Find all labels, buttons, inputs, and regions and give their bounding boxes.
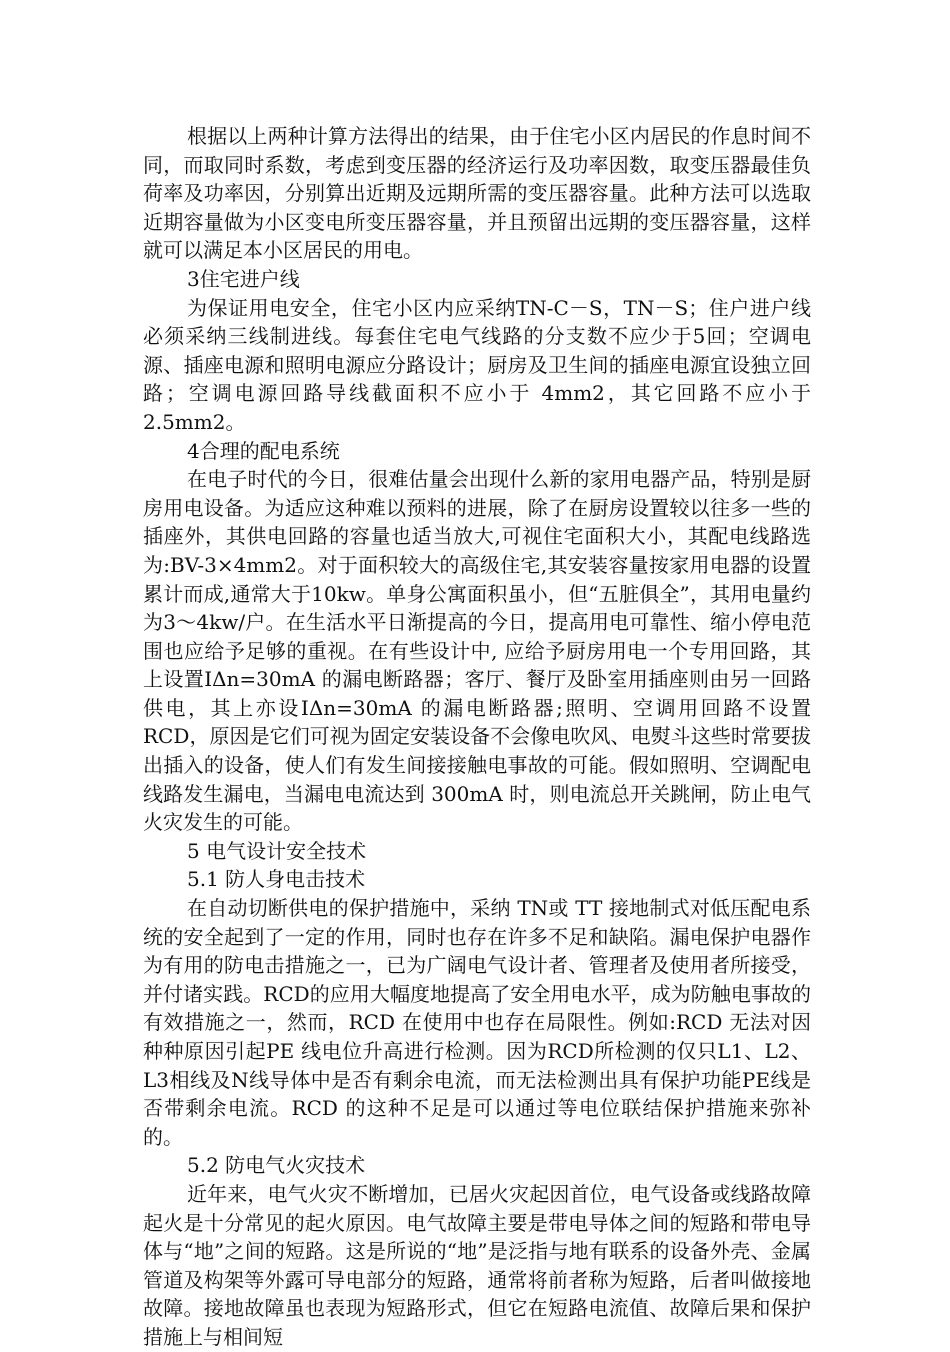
document-body [143,122,811,1352]
heading-distribution-system: 4合理的配电系统 [187,438,340,463]
paragraph-transformer-capacity: 根据以上两种计算方法得出的结果，由于住宅小区内居民的作息时间不同，而取同时系数，考虑到变压器的经济运行及功率因数，取变压器最佳负荷率及功率因，分别算出近期及远期所需的变压器容量。此种方法可以选取近期容量做为小区变电所变压器容量，并且预留出远期的变压器容量，这样就可以满足本小区居民的用电。 [143,124,811,263]
heading-fire-protection: 5.2 防电气火灾技术 [187,1153,366,1178]
heading-residential-service-line: 3住宅进户线 [187,266,300,291]
paragraph-service-line: 为保证用电安全，住宅小区内应采纳TN-C－S，TN－S；住户进户线必须采纳三线制进线。每套住宅电气线路的分支数不应少于5回；空调电源、插座电源和照明电源应分路设计；厨房及卫生间的插座电源宜设独立回路；空调电源回路导线截面积不应小于 4mm2，其它回路不应小于2.5mm2。 [143,295,811,434]
heading-shock-protection: 5.1 防人身电击技术 [187,867,366,892]
paragraph-distribution-system: 在电子时代的今日，很难估量会出现什么新的家用电器产品，特别是厨房用电设备。为适应这种难以预料的进展，除了在厨房设置较以往多一些的插座外，其供电回路的容量也适当放大,可视住宅面积大小，其配电线路选为:BV-3×4mm2。对于面积较大的高级住宅,其安装容量按家用电器的设置累计而成,通常大于10kw。单身公寓面积虽小，但“五脏俱全”，其用电量约为3～4kw/户。在生活水平日渐提高的今日，提高用电可靠性、缩小停电范围也应给予足够的重视。在有些设计中, 应给予厨房用电一个专用回路，其上设置IΔn=30mA 的漏电断路器；客厅、餐厅及卧室用插座则由另一回路供电，其上亦设IΔn=30mA 的漏电断路器;照明、空调用回路不设置RCD，原因是它们可视为固定安装设备不会像电吹风、电熨斗这些时常要拔出插入的设备，使人们有发生间接接触电事故的可能。假如照明、空调配电线路发生漏电，当漏电电流达到 300mA 时，则电流总开关跳闸，防止电气火灾发生的可能。 [143,467,811,835]
paragraph-shock-protection: 在自动切断供电的保护措施中，采纳 TN或 TT 接地制式对低压配电系统的安全起到了一定的作用，同时也存在许多不足和缺陷。漏电保护电器作为有用的防电击措施之一，已为广阔电气设计者、管理者及使用者所接受，并付诸实践。RCD的应用大幅度地提高了安全用电水平，成为防触电事故的有效措施之一，然而，RCD 在使用中也存在局限性。例如:RCD 无法对因种种原因引起PE 线电位升高进行检测。因为RCD所检测的仅只L1、L2、L3相线及N线导体中是否有剩余电流，而无法检测出具有保护功能PE线是否带剩余电流。RCD 的这种不足是可以通过等电位联结保护措施来弥补的。 [143,896,811,1149]
paragraph-fire-protection: 近年来，电气火灾不断增加，已居火灾起因首位，电气设备或线路故障起火是十分常见的起火原因。电气故障主要是带电导体之间的短路和带电导体与“地”之间的短路。这是所说的“地”是泛指与地有联系的设备外壳、金属管道及构架等外露可导电部分的短路，通常将前者称为短路，后者叫做接地故障。接地故障虽也表现为短路形式，但它在短路电流值、故障后果和保护措施上与相间短 [143,1181,811,1349]
heading-electrical-safety: 5 电气设计安全技术 [187,838,367,863]
